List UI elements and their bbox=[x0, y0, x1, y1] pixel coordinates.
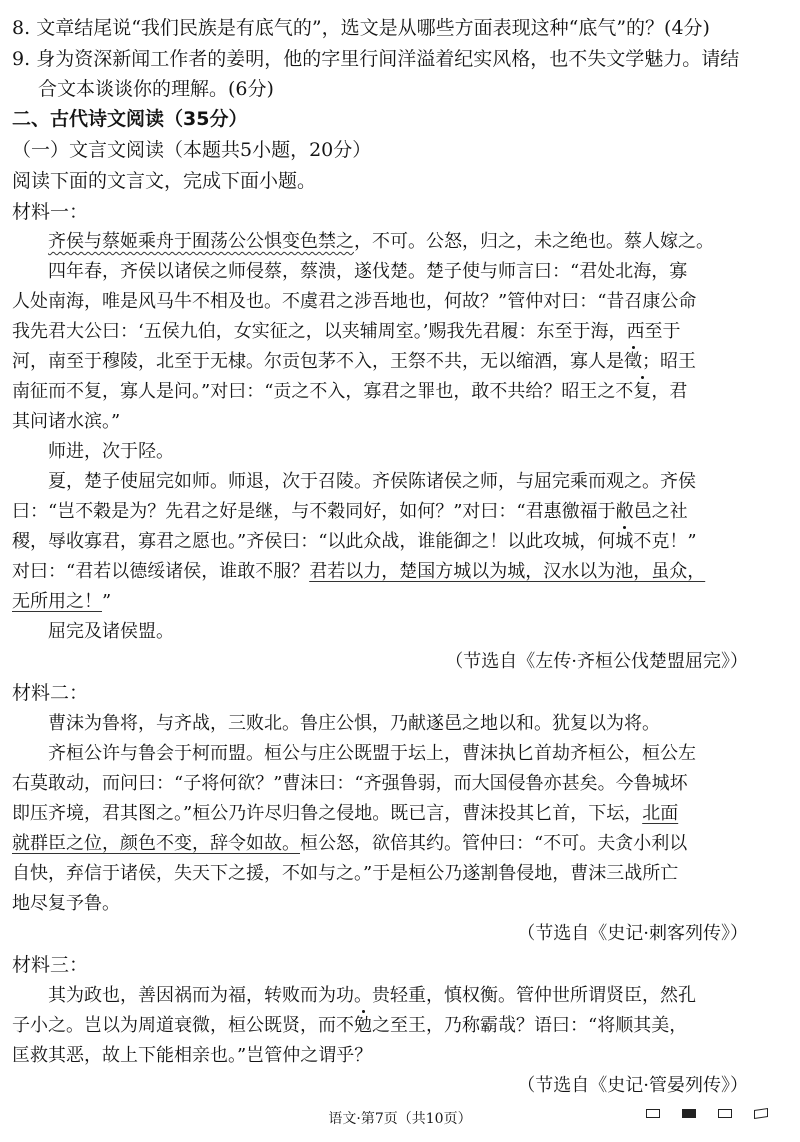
underlined-sentence: 北面 bbox=[642, 803, 679, 824]
passage-line: 曰：“岂不穀是为？先君之好是继，与不穀同好，如何？”对曰：“君惠徼福于敝邑之社 bbox=[12, 501, 688, 522]
material-1-label: 材料一： bbox=[12, 201, 89, 223]
source-citation: （节选自《史记·刺客列传》） bbox=[517, 923, 748, 944]
passage-line: 曹沫为鲁将，与齐战，三败北。鲁庄公惧，乃献遂邑之地以和。犹复以为将。 bbox=[48, 713, 660, 734]
instruction: 阅读下面的文言文，完成下面小题。 bbox=[12, 170, 317, 192]
passage-line: 我先君大公曰：‘五侯九伯，女实征之，以夹辅周室。’赐我先君履：东至于海，西至于 bbox=[12, 321, 681, 342]
passage-line: 屈完及诸侯盟。 bbox=[48, 621, 174, 642]
page-marker-boxes bbox=[646, 1109, 768, 1118]
passage-line: 其问诸水滨。” bbox=[12, 411, 121, 432]
page-footer: 语文·第7页（共10页） bbox=[328, 1111, 472, 1127]
passage-line: 右莫敢动，而问曰：“子将何欲？”曹沫曰：“齐强鲁弱，而大国侵鲁亦甚矣。今鲁城坏 bbox=[12, 773, 688, 794]
underlined-sentence: 无所用之！ bbox=[12, 591, 102, 612]
section-subtitle: （一）文言文阅读（本题共5小题，20分） bbox=[12, 139, 372, 161]
question-9: 9. 身为资深新闻工作者的姜明，他的字里行间洋溢着纪实风格，也不失文学魅力。请结 bbox=[12, 48, 740, 70]
source-citation: （节选自《史记·管晏列传》） bbox=[517, 1075, 748, 1096]
wavy-underlined-sentence: 齐侯与蔡姬乘舟于囿荡公公惧变色禁之 bbox=[48, 231, 354, 252]
passage-line: 自快，弃信于诸侯，失天下之援，不如与之。”于是桓公乃遂割鲁侵地，曹沫三战所亡 bbox=[12, 863, 679, 884]
marker-box-icon bbox=[718, 1109, 732, 1118]
marker-box-filled-icon bbox=[682, 1109, 696, 1118]
passage-line: 无所用之！” bbox=[12, 591, 112, 612]
passage-line: 其为政也，善因祸而为福，转败而为功。贵轻重，慎权衡。管仲世所谓贤臣，然孔 bbox=[48, 985, 696, 1006]
emphasis-dot-char: 勉 bbox=[354, 1013, 372, 1039]
passage-line: 南征而不复，寡人是问。”对曰：“贡之不入，寡君之罪也，敢不共给？昭王之不复，君 bbox=[12, 379, 687, 405]
passage-line: 河，南至于穆陵，北至于无棣。尔贡包茅不入，王祭不共，无以缩酒，寡人是徵；昭王 bbox=[12, 349, 696, 375]
passage-line: 师进，次于陉。 bbox=[48, 441, 174, 462]
underlined-sentence: 就群臣之位，颜色不变，辞令如故。 bbox=[12, 833, 300, 854]
passage-line: 子小之。岂以为周道衰微，桓公既贤，而不勉之至王，乃称霸哉？语曰：“将顺其美， bbox=[12, 1013, 687, 1039]
emphasis-dot-char: 徵 bbox=[624, 349, 642, 375]
emphasis-dot-char: 复 bbox=[633, 379, 651, 405]
passage-line: 匡救其恶，故上下能相亲也。”岂管仲之谓乎？ bbox=[12, 1045, 373, 1066]
passage-line: 齐侯与蔡姬乘舟于囿荡公公惧变色禁之，不可。公怒，归之，未之绝也。蔡人嫁之。 bbox=[48, 231, 714, 252]
passage-line: 稷，辱收寡君，寡君之愿也。”齐侯曰：“以此众战，谁能御之！以此攻城，何城不克！” bbox=[12, 529, 697, 555]
source-citation: （节选自《左传·齐桓公伐楚盟屈完》） bbox=[445, 651, 748, 672]
marker-box-icon bbox=[646, 1109, 660, 1118]
material-2-label: 材料二： bbox=[12, 682, 89, 704]
passage-line: 人处南海，唯是风马牛不相及也。不虞君之涉吾地也，何故？”管仲对曰：“昔召康公命 bbox=[12, 291, 697, 312]
passage-line: 齐桓公许与鲁会于柯而盟。桓公与庄公既盟于坛上，曹沫执匕首劫齐桓公，桓公左 bbox=[48, 743, 696, 764]
passage-line: 即压齐境，君其图之。”桓公乃许尽归鲁之侵地。既已言，曹沫投其匕首，下坛，北面 bbox=[12, 803, 679, 824]
passage-line: 地尽复予鲁。 bbox=[12, 893, 120, 914]
section-title: 二、古代诗文阅读（35分） bbox=[12, 108, 248, 130]
passage-line: 就群臣之位，颜色不变，辞令如故。桓公怒，欲倍其约。管仲曰：“不可。夫贪小利以 bbox=[12, 833, 688, 854]
passage-line: 四年春，齐侯以诸侯之师侵蔡，蔡溃，遂伐楚。楚子使与师言曰：“君处北海，寡 bbox=[48, 261, 688, 282]
question-8: 8. 文章结尾说“我们民族是有底气的”，选文是从哪些方面表现这种“底气”的？(4分) bbox=[12, 17, 710, 39]
underlined-sentence: 君若以力，楚国方城以为城，汉水以为池，虽众， bbox=[309, 561, 706, 582]
marker-box-icon bbox=[754, 1108, 768, 1119]
emphasis-dot-char: 城 bbox=[615, 529, 633, 555]
material-3-label: 材料三： bbox=[12, 954, 89, 976]
passage-line: 夏，楚子使屈完如师。师退，次于召陵。齐侯陈诸侯之师，与屈完乘而观之。齐侯 bbox=[48, 471, 696, 492]
passage-line: 对曰：“君若以德绥诸侯，谁敢不服？君若以力，楚国方城以为城，汉水以为池，虽众， bbox=[12, 561, 706, 582]
question-9-cont: 合文本谈谈你的理解。(6分) bbox=[38, 78, 274, 100]
